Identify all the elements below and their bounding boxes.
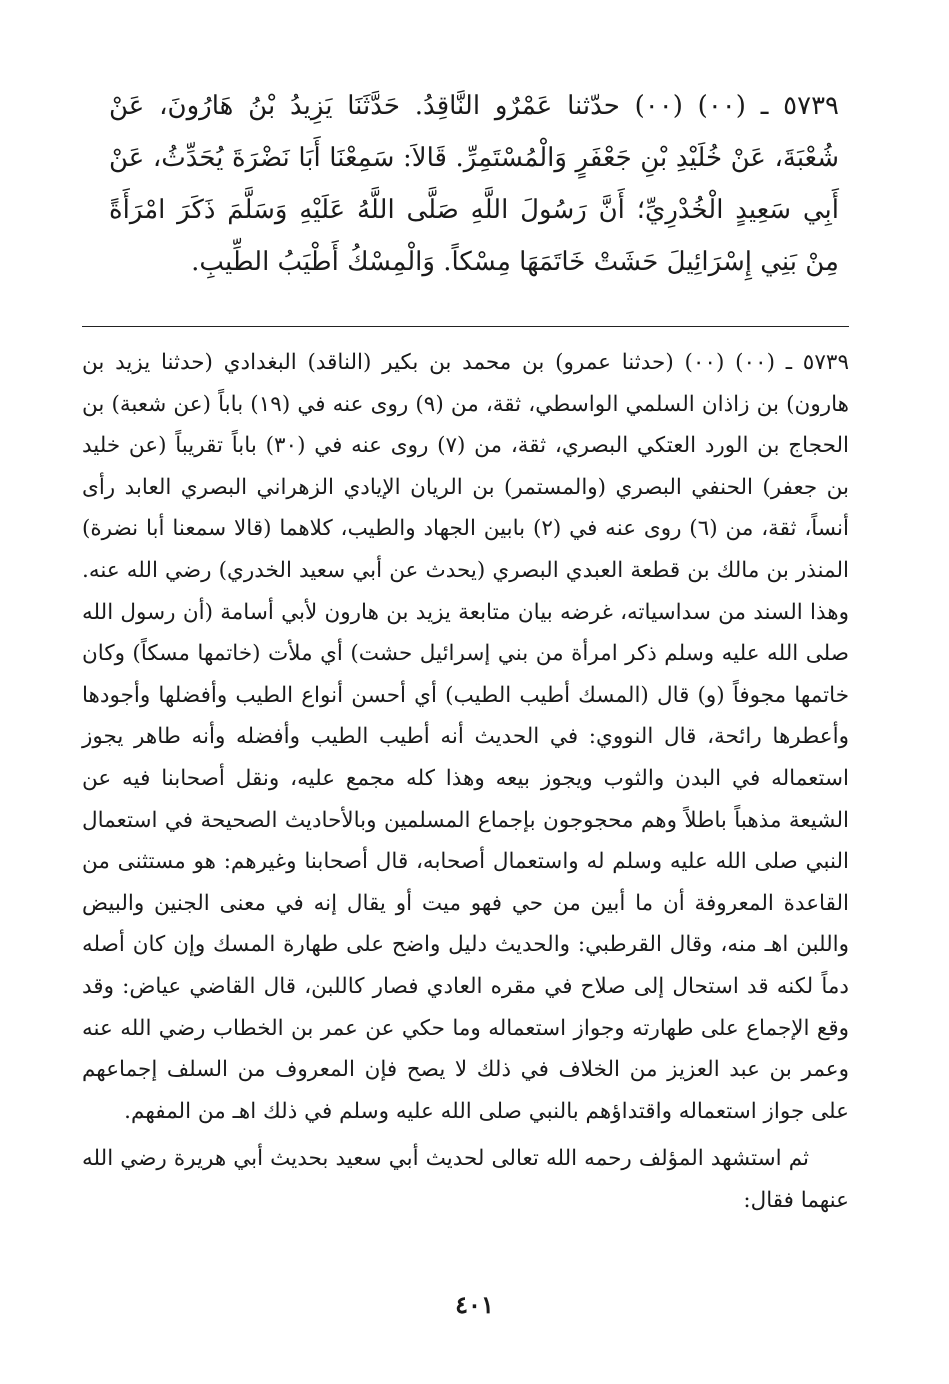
footnote-divider [82, 326, 849, 327]
commentary-block [82, 342, 849, 1221]
hadith-text-block [109, 80, 839, 288]
hadith-paragraph: ٥٧٣٩ ـ (٠٠) (٠٠) حدّثنا عَمْرٌو النَّاقِدُ. حَدَّثَنَا يَزِيدُ بْنُ هَارُونَ، عَنْ شُعْبَةَ، عَنْ خُلَيْدِ بْنِ جَعْفَرٍ وَالْمُسْتَمِرِّ. قَالاَ: سَمِعْنَا أَبَا نَضْرَةَ يُحَدِّثُ، عَنْ أَبِي سَعِيدٍ الْخُدْرِيِّ؛ أَنَّ رَسُولَ اللَّهِ صَلَّى اللَّهُ عَلَيْهِ وَسَلَّمَ ذَكَرَ امْرَأَةً مِنْ بَنِي إِسْرَائِيلَ حَشَتْ خَاتَمَهَا مِسْكاً. وَالْمِسْكُ أَطْيَبُ الطِّيبِ. [109, 91, 840, 277]
commentary-closing-paragraph: ثم استشهد المؤلف رحمه الله تعالى لحديث أبي سعيد بحديث أبي هريرة رضي الله عنهما فقال: [82, 1146, 849, 1213]
commentary-paragraph: ٥٧٣٩ ـ (٠٠) (٠٠) (حدثنا عمرو) بن محمد بن بكير (الناقد) البغدادي (حدثنا يزيد بن هارون) بن زاذان السلمي الواسطي، ثقة، من (٩) روى عنه في (١٩) باباً (عن شعبة) بن الحجاج بن الورد العتكي البصري، ثقة، من (٧) روى عنه في (٣٠) باباً تقريباً (عن خليد بن جعفر) الحنفي البصري (والمستمر) بن الريان الإيادي الزهراني البصري العابد رأى أنساً، ثقة، من (٦) روى عنه في (٢) بابين الجهاد والطيب، كلاهما (قالا سمعنا أبا نضرة) المنذر بن مالك بن قطعة العبدي البصري (يحدث عن أبي سعيد الخدري) رضي الله عنه. وهذا السند من سداسياته، غرضه بيان متابعة يزيد بن هارون لأبي أسامة (أن رسول الله صلى الله عليه وسلم ذكر امرأة من بني إسرائيل حشت) أي ملأت (خاتمها مسكاً) وكان خاتمها مجوفاً (و) قال (المسك أطيب الطيب) أي أحسن أنواع الطيب وأفضلها وأجودها وأعطرها رائحة، قال النووي: في الحديث أنه أطيب الطيب وأفضله وأنه طاهر يجوز استعماله في البدن والثوب ويجوز بيعه وهذا كله مجمع عليه، ونقل أصحابنا فيه عن الشيعة مذهباً باطلاً وهم محجوجون بإجماع المسلمين وبالأحاديث الصحيحة في استعمال النبي صلى الله عليه وسلم له واستعمال أصحابه، قال أصحابنا وغيرهم: هو مستثنى من القاعدة المعروفة أن ما أبين من حي فهو ميت أو يقال إنه في معنى الجنين والبيض واللبن اهـ منه، وقال القرطبي: والحديث دليل واضح على طهارة المسك وإن كان أصله دماً لكنه قد استحال إلى صلاح في مقره العادي فصار كاللبن، قال القاضي عياض: وقد وقع الإجماع على طهارته وجواز استعماله وما حكي عن عمر بن الخطاب رضي الله عنه وعمر بن عبد العزيز من الخلاف في ذلك لا يصح فإن المعروف من السلف إجماعهم على جواز استعماله واقتداؤهم بالنبي صلى الله عليه وسلم في ذلك اهـ من المفهم. [82, 350, 849, 1124]
page-number: ٤٠١ [455, 1290, 494, 1319]
